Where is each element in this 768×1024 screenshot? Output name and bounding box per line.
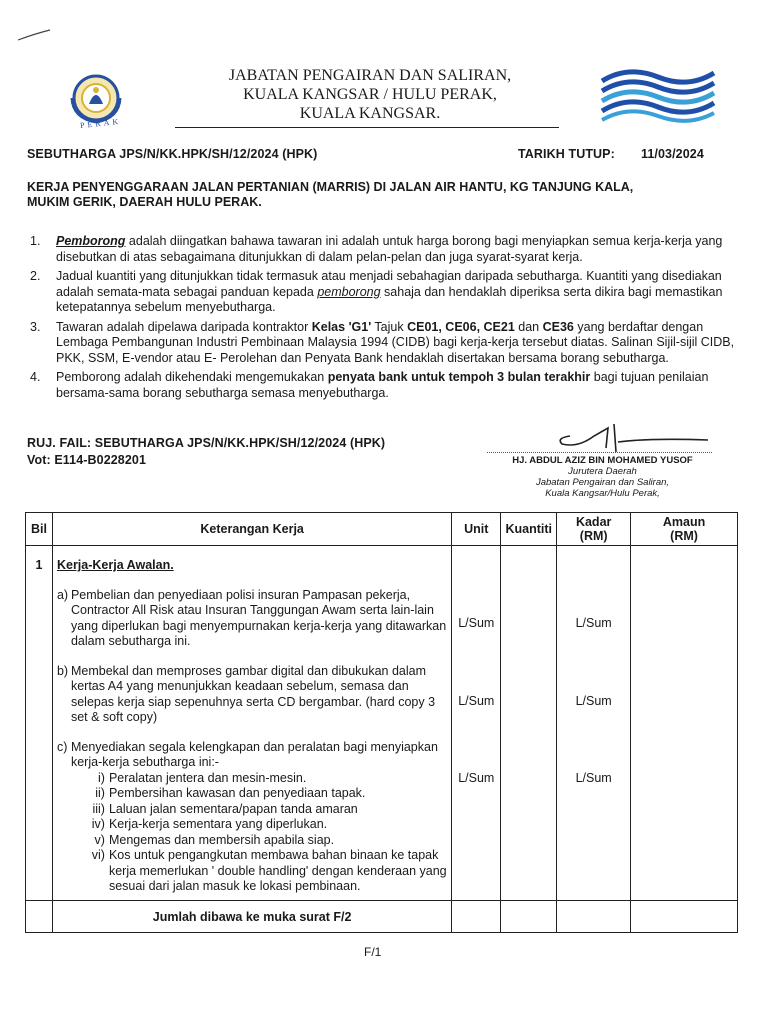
note-body: sahaja dan hendaklah diperiksa serta dikira bagi memastikan ketepatannya sebelum menyebutharga. <box>56 284 723 314</box>
kadar-value: L/Sum <box>575 616 612 630</box>
item-label: b) <box>56 663 69 678</box>
sub-item-text: Kos untuk pengangkutan membawa bahan binaan ke tapak kerja memerlukan ' double handling' dengan kenderaan yang sesuai dari jalan masuk ke lokasi pembinaan. <box>108 848 447 893</box>
note-body: Jadual kuantiti yang ditunjukkan tidak termasuk atau menjadi sebahagian daripada sebutharga. Kuantiti yang disediakan adalah semata-mata sebagai panduan kepada <box>56 269 722 299</box>
vot-code: Vot: E114-B0228201 <box>27 453 146 467</box>
notes-list <box>30 234 742 405</box>
works-description <box>52 546 451 901</box>
note-text <box>56 234 742 265</box>
page-number: F/1 <box>364 945 382 959</box>
sub-item-text: Peralatan jentera dan mesin-mesin. <box>108 770 307 785</box>
note-body: Pemborong adalah dikehendaki mengemukakan <box>56 370 328 384</box>
project-title <box>27 180 747 210</box>
column-header-keterangan: Keterangan Kerja <box>52 513 451 546</box>
footer-empty-cell <box>501 901 557 933</box>
note-item <box>30 234 742 265</box>
unit-column <box>452 546 501 901</box>
note-text <box>56 370 742 401</box>
table-header-row <box>26 513 738 546</box>
department-header <box>175 66 565 123</box>
kadar-value: L/Sum <box>575 694 612 708</box>
sub-item <box>71 802 447 818</box>
list-item <box>57 664 447 726</box>
note-body: dan <box>514 319 543 334</box>
list-item <box>57 740 447 895</box>
signature-line <box>487 452 712 453</box>
signatory-block <box>480 455 725 499</box>
file-reference: RUJ. FAIL: SEBUTHARGA JPS/N/KK.HPK/SH/12/2024 (HPK) <box>27 436 386 450</box>
list-item <box>57 588 447 650</box>
unit-value: L/Sum <box>458 616 495 630</box>
carried-forward-label: Jumlah dibawa ke muka surat F/2 <box>52 901 451 933</box>
amaun-unit: (RM) <box>670 529 698 543</box>
sub-item-number: v) <box>94 832 105 847</box>
sub-item-number: ii) <box>95 786 105 800</box>
signatory-place: Kuala Kangsar/Hulu Perak, <box>545 488 660 499</box>
header-divider <box>175 127 559 128</box>
note-emphasis: pemborong <box>317 284 381 299</box>
signatory-title: Jurutera Daerah <box>568 466 637 477</box>
note-number: 2. <box>30 269 41 283</box>
column-header-bil: Bil <box>26 513 53 546</box>
footer-empty-cell <box>452 901 501 933</box>
header-line-3: KUALA KANGSAR. <box>299 105 441 122</box>
note-text <box>56 269 742 316</box>
sub-item-text: Laluan jalan sementara/papan tanda amaran <box>108 801 358 816</box>
note-item <box>30 269 742 316</box>
column-header-unit: Unit <box>452 513 501 546</box>
sub-item <box>71 833 447 849</box>
item-text: Membekal dan memproses gambar digital dan dibukukan dalam kertas A4 yang menunjukkan keadaan sebelum, semasa dan selepas kerja siap sepenuhnya serta CD bergambar. (hard copy 3 set & soft copy) <box>70 663 436 724</box>
note-emphasis: Pemborong <box>56 234 126 248</box>
unit-value: L/Sum <box>458 771 495 785</box>
note-body: adalah diingatkan bahawa tawaran ini adalah untuk harga borong bagi menyiapkan semua kerja-kerja yang disebutkan di atas sebagaimana ditunjukkan di dalam pelan-pelan dan juga syarat-syarat kerja. <box>56 234 723 264</box>
column-header-amaun <box>631 513 738 546</box>
sub-item <box>71 786 447 802</box>
signatory-name: HJ. ABDUL AZIZ BIN MOHAMED YUSOF <box>512 455 693 466</box>
closing-date-value: 11/03/2024 <box>641 147 704 161</box>
project-title-line-1: KERJA PENYENGGARAAN JALAN PERTANIAN (MARRIS) DI JALAN AIR HANTU, KG TANJUNG KALA, <box>27 180 634 194</box>
column-header-kuantiti: Kuantiti <box>501 513 557 546</box>
sub-item-text: Kerja-kerja sementara yang diperlukan. <box>108 817 328 831</box>
section-title: Kerja-Kerja Awalan. <box>56 558 174 572</box>
amaun-column <box>631 546 738 901</box>
amaun-label: Amaun <box>662 515 706 529</box>
project-title-line-2: MUKIM GERIK, DAERAH HULU PERAK. <box>27 195 262 209</box>
sub-item-number: iii) <box>92 801 105 816</box>
note-bold: CE36 <box>542 319 574 334</box>
row-number: 1 <box>26 546 53 901</box>
sub-item <box>71 771 447 787</box>
jps-wave-logo <box>598 63 718 123</box>
table-row <box>26 546 738 901</box>
note-text <box>56 320 742 367</box>
bill-of-quantities-table <box>25 512 738 933</box>
note-bold: CE01, CE06, CE21 <box>407 319 515 334</box>
unit-value: L/Sum <box>458 694 495 708</box>
kuantiti-column <box>501 546 557 901</box>
note-item <box>30 370 742 401</box>
note-item <box>30 320 742 367</box>
note-number: 4. <box>30 370 41 384</box>
item-text: Menyediakan segala kelengkapan dan peralatan bagi menyiapkan kerja-kerja sebutharga ini:- <box>70 739 438 769</box>
sub-item <box>71 817 447 833</box>
sub-item-number: iv) <box>91 817 105 831</box>
note-number: 3. <box>30 319 41 334</box>
column-header-kadar <box>557 513 631 546</box>
item-label: c) <box>56 739 68 754</box>
header-line-2: KUALA KANGSAR / HULU PERAK, <box>243 86 497 103</box>
sub-item-text: Pembersihan kawasan dan penyediaan tapak. <box>108 786 366 800</box>
table-footer-row <box>26 901 738 933</box>
footer-empty-cell <box>557 901 631 933</box>
item-label: a) <box>56 587 69 602</box>
kadar-column <box>557 546 631 901</box>
sub-item-number: i) <box>98 770 105 785</box>
note-bold: penyata bank untuk tempoh 3 bulan terakhir <box>327 370 591 384</box>
kadar-label: Kadar <box>575 515 612 529</box>
item-content <box>71 740 447 895</box>
footer-empty-cell <box>631 901 738 933</box>
sub-item <box>71 848 447 895</box>
kadar-value: L/Sum <box>575 771 612 785</box>
footer-empty-cell <box>26 901 53 933</box>
header-line-1: JABATAN PENGAIRAN DAN SALIRAN, <box>228 67 512 84</box>
sebutharga-reference: SEBUTHARGA JPS/N/KK.HPK/SH/12/2024 (HPK) <box>27 147 318 161</box>
item-text: Pembelian dan penyediaan polisi insuran Pampasan pekerja, Contractor All Risk atau Insuran Tanggungan Awam serta lain-lain yang diperlukan bagi menyempurnakan kerja-kerja yang ditawarkan dalam sebutharga ini. <box>70 587 447 648</box>
note-body: yang berdaftar dengan Lembaga Pembangunan Industri Pembinaan Malaysia 1994 (CIDB) bagi kerja-kerja tersebut diatas. Salinan Sijil-sijil CIDB, PKK, SSM, E-vendor atau E- Perolehan dan Penyata Bank hendaklah disertakan bersama borang sebutharga. <box>56 319 735 365</box>
note-number: 1. <box>30 234 41 248</box>
note-body: bagi tujuan penilaian bersama-sama borang sebutharga semasa menyebutharga. <box>56 370 709 400</box>
note-bold: Kelas 'G1' <box>311 319 372 334</box>
sub-item-list <box>71 771 447 895</box>
note-body: Tajuk <box>371 319 408 334</box>
kadar-unit: (RM) <box>579 529 608 543</box>
crest-text: PERAK <box>79 116 122 131</box>
closing-date-label: TARIKH TUTUP: <box>518 147 615 161</box>
sub-item-text: Mengemas dan membersih apabila siap. <box>108 832 335 847</box>
signatory-department: Jabatan Pengairan dan Saliran, <box>535 477 670 488</box>
note-body: Tawaran adalah dipelawa daripada kontraktor <box>56 319 312 334</box>
sub-item-number: vi) <box>91 848 105 862</box>
pen-mark-decoration <box>16 28 52 42</box>
